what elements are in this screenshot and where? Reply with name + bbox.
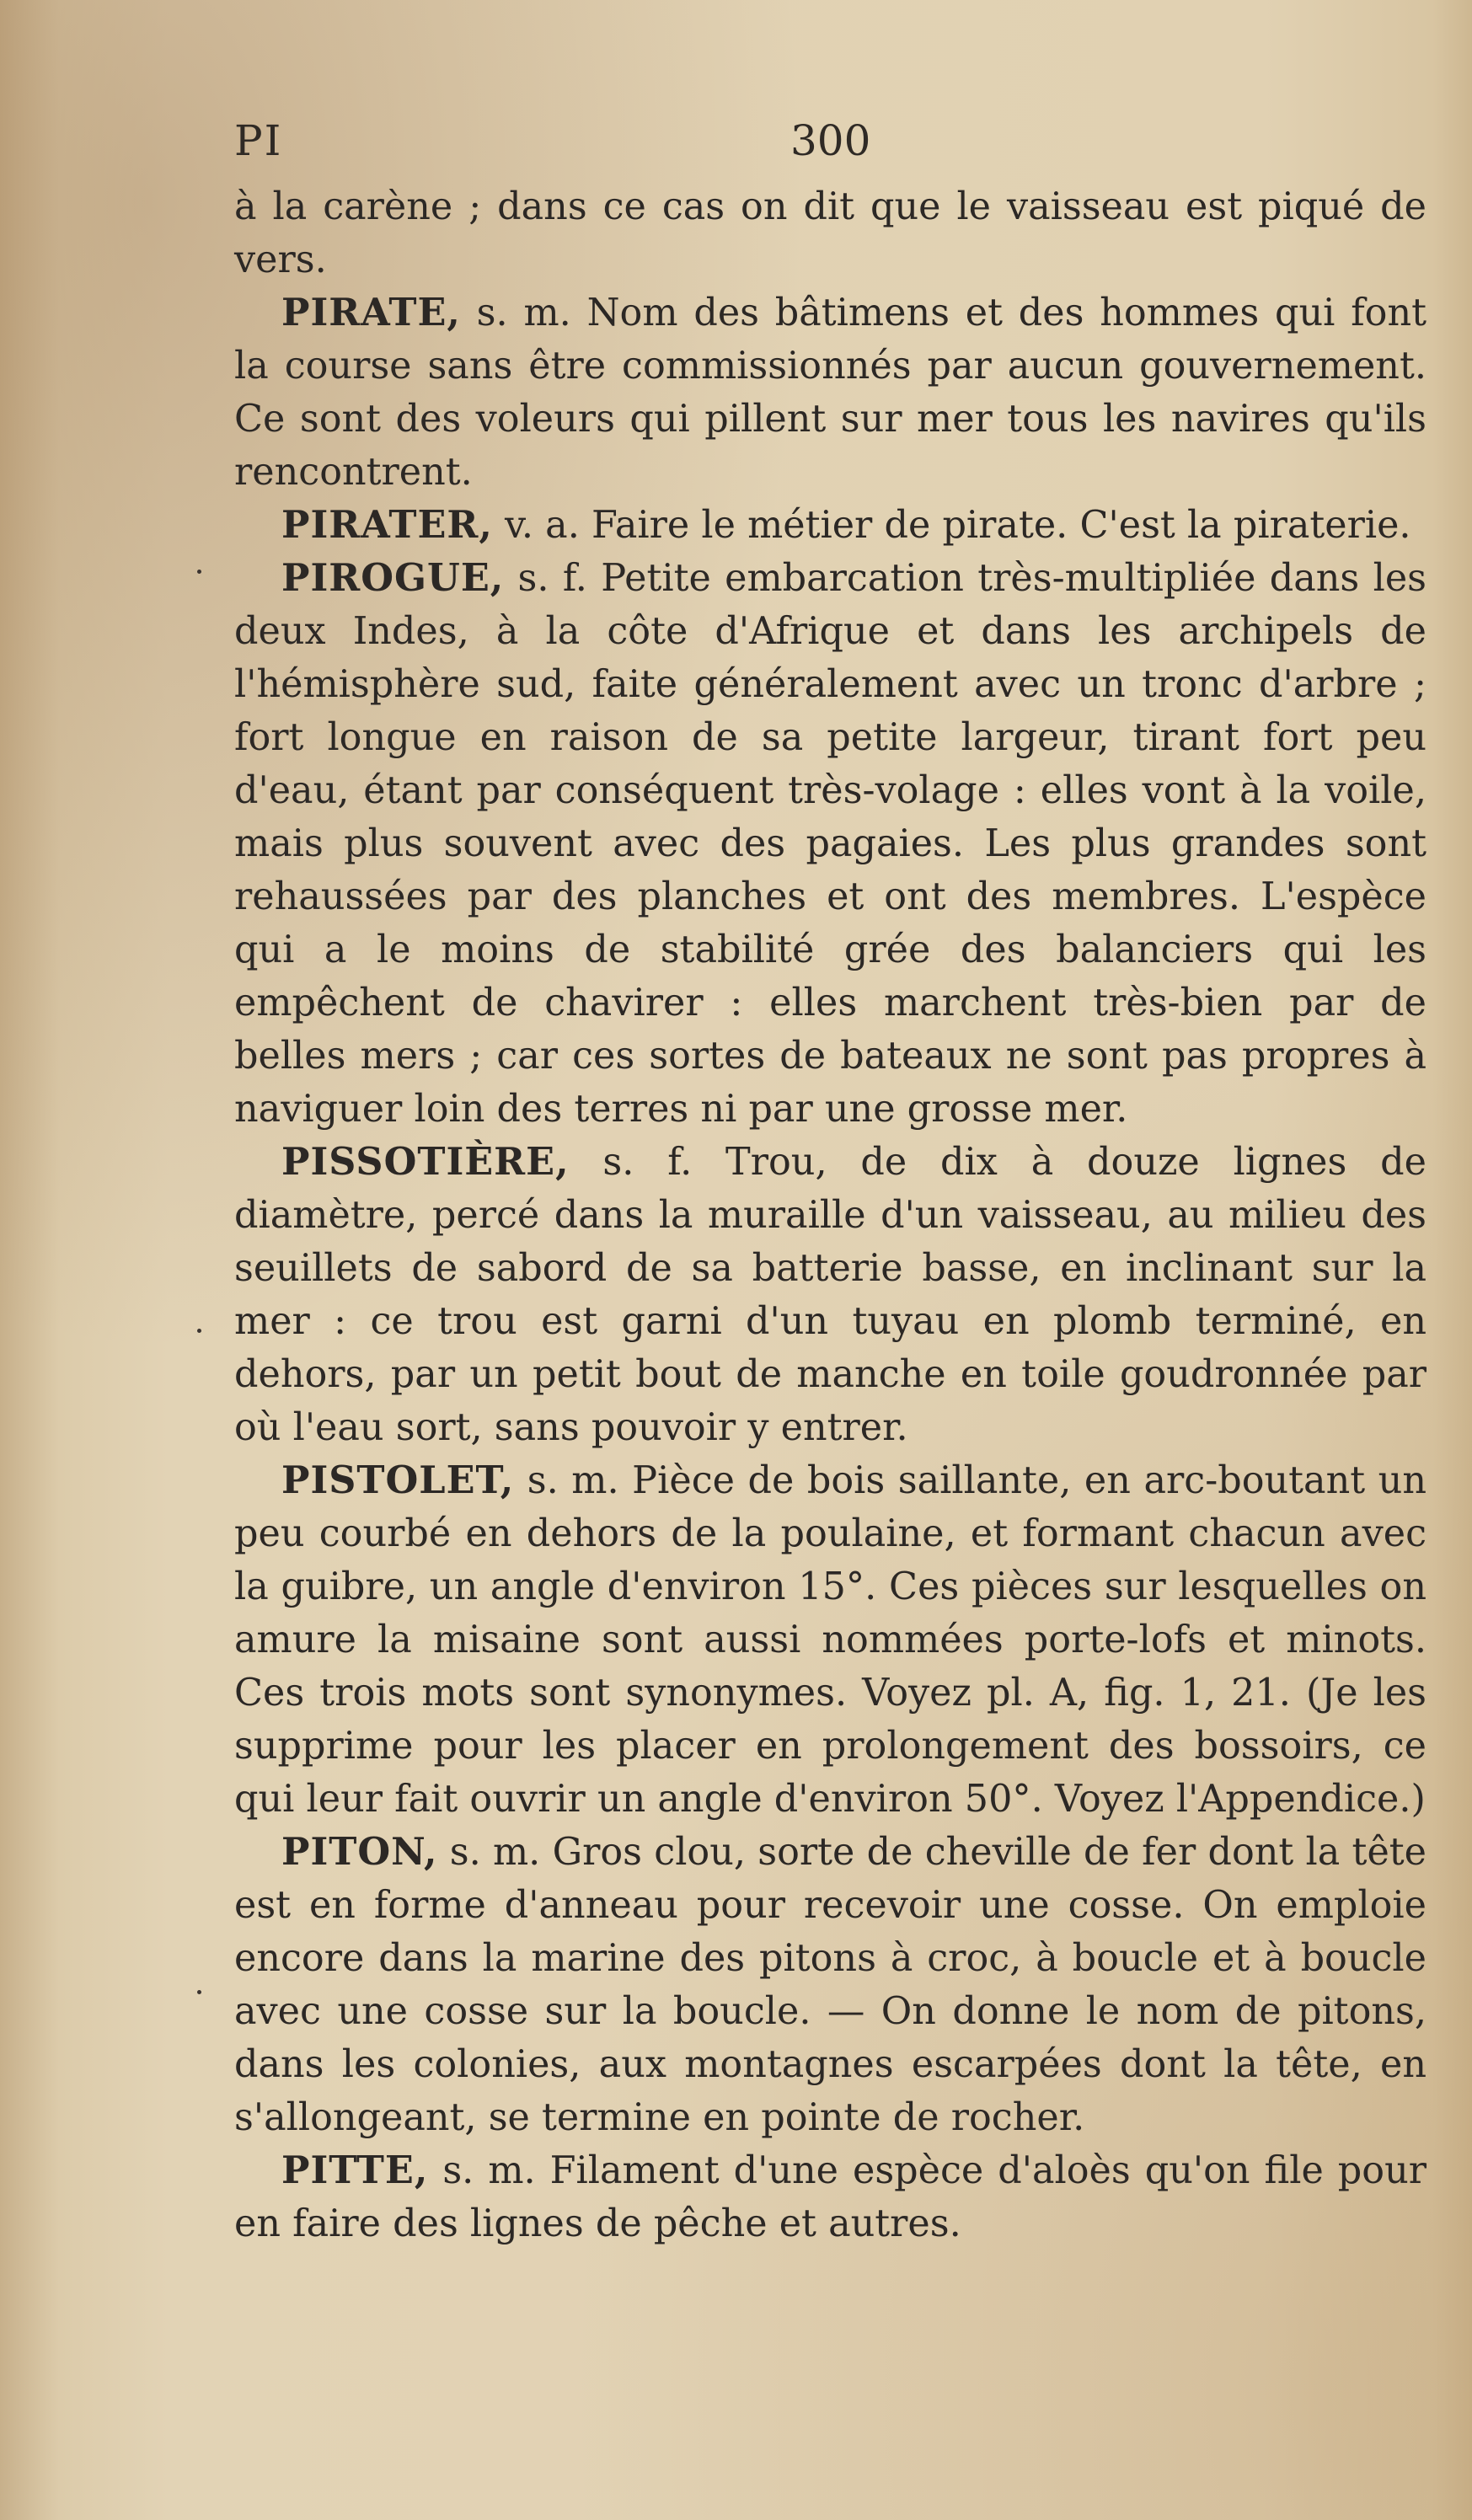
entry-text: s. m. Nom des bâtimens et des hommes qui font la course sans être commissionnés par aucun gouvernement. Ce sont des voleurs qui pillent sur mer tous les navires qu'ils rencontrent.: [234, 292, 1427, 494]
dictionary-text: [234, 180, 1427, 2250]
entry-term: PISSOTIÈRE,: [281, 1140, 570, 1184]
ink-speck: [197, 1990, 201, 1994]
entry-text: s. f. Petite embarcation très-multipliée dans les deux Indes, à la côte d'Afrique et dans les archipels de l'hémisphère sud, faite généralement avec un tronc d'arbre ; fort longue en raison de sa petite largeur, tirant fort peu d'eau, étant par conséquent très-volage : elles vont à la voile, mais plus souvent avec des pagaies. Les plus grandes sont rehaussées par des planches et ont des membres. L'espèce qui a le moins de stabilité grée des balanciers qui les empêchent de chavirer : elles marchent très-bien par de belles mers ; car ces sortes de bateaux ne sont pas propres à naviguer loin des terres ni par une grosse mer.: [234, 557, 1427, 1131]
entry-text: s. m. Filament d'une espèce d'aloès qu'on file pour en faire des lignes de pêche et autres.: [234, 2149, 1427, 2245]
entry-term: PISTOLET,: [281, 1458, 515, 1502]
page-number: 300: [790, 116, 871, 165]
entry-text: s. m. Pièce de bois saillante, en arc-boutant un peu courbé en dehors de la poulaine, et formant chacun avec la guibre, un angle d'environ 15°. Ces pièces sur lesquelles on amure la misaine sont aussi nommées porte-lofs et minots. Ces trois mots sont synonymes. Voyez pl. A, fig. 1, 21. (Je les supprime pour les placer en prolongement des bossoirs, ce qui leur fait ouvrir un angle d'environ 50°. Voyez l'Appendice.): [234, 1459, 1427, 1821]
entry-text: s. m. Gros clou, sorte de cheville de fer dont la tête est en forme d'anneau pour recevoir une cosse. On emploie encore dans la marine des pitons à croc, à boucle et à boucle avec une cosse sur la boucle. — On donne le nom de pitons, dans les colonies, aux montagnes escarpées dont la tête, en s'allongeant, se termine en pointe de rocher.: [234, 1831, 1427, 2139]
ink-speck: [197, 1329, 201, 1333]
entry-term: PIRATER,: [281, 503, 493, 547]
entry-continuation: [234, 180, 1427, 286]
entry-term: PIRATE,: [281, 291, 461, 334]
entry-term: PITTE,: [281, 2148, 429, 2192]
entry-pistolet: [234, 1454, 1427, 1826]
entry-pitte: [234, 2144, 1427, 2250]
entry-text: s. f. Trou, de dix à douze lignes de diamètre, percé dans la muraille d'un vaisseau, au milieu des seuillets de sabord de sa batterie basse, en inclinant sur la mer : ce trou est garni d'un tuyau en plomb terminé, en dehors, par un petit bout de manche en toile goudronnée par où l'eau sort, sans pouvoir y entrer.: [234, 1141, 1427, 1449]
entry-pirater: [234, 499, 1427, 552]
entry-pissotiere: [234, 1136, 1427, 1454]
ink-speck: [197, 570, 201, 574]
entry-piton: [234, 1826, 1427, 2144]
entry-term: PITON,: [281, 1830, 438, 1874]
page-header: [234, 116, 1431, 175]
entry-text: à la carène ; dans ce cas on dit que le vaisseau est piqué de vers.: [234, 185, 1427, 281]
entry-text: v. a. Faire le métier de pirate. C'est la piraterie.: [492, 504, 1411, 547]
entry-pirogue: [234, 552, 1427, 1136]
entry-term: PIROGUE,: [281, 556, 505, 600]
running-head: PI: [234, 116, 283, 165]
entry-pirate: [234, 286, 1427, 499]
